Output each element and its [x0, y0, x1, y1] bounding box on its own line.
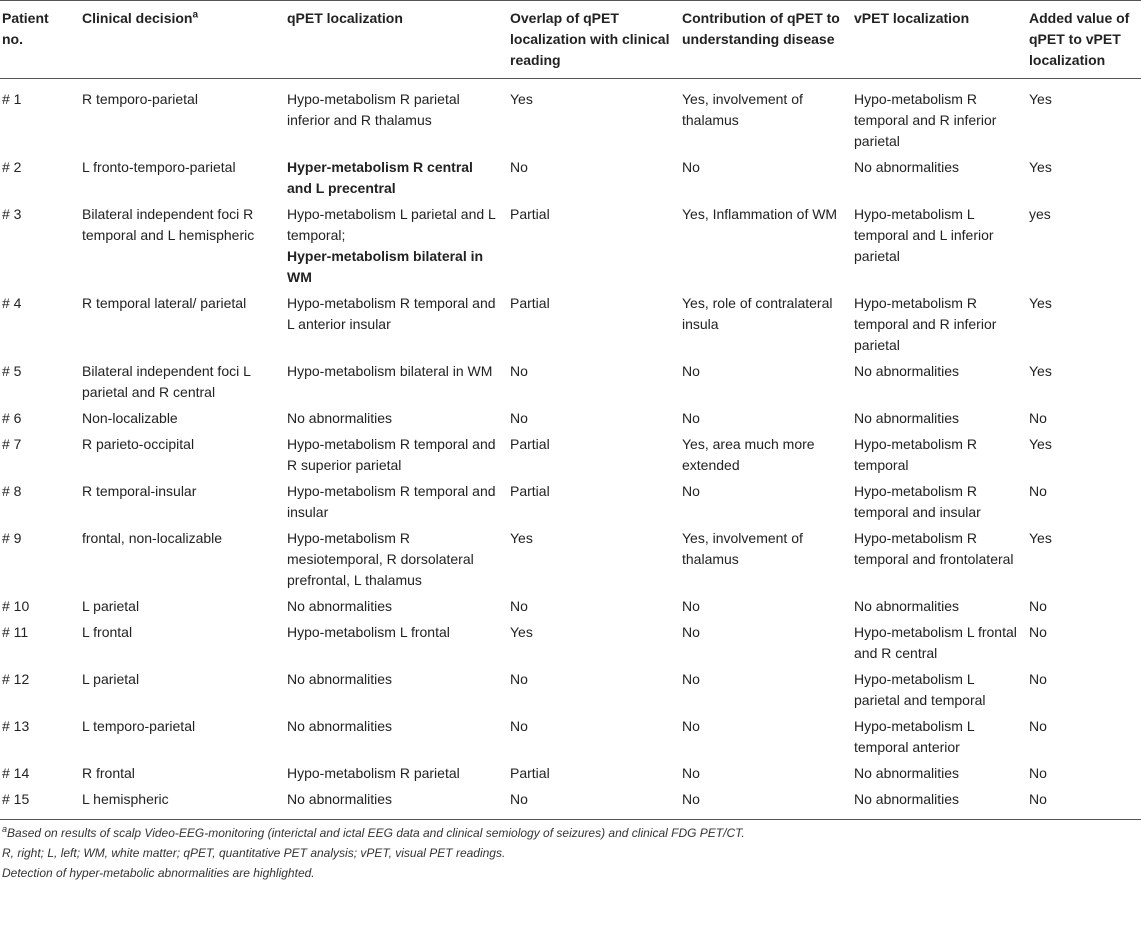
footnote-highlight-note: Detection of hyper-metabolic abnormalities are highlighted.: [2, 866, 315, 880]
cell-vpet-localization: Hypo-metabolism L frontal and R central: [854, 624, 1017, 661]
cell-added-value: No: [1029, 671, 1047, 687]
qpet-hypo-text: Hypo-metabolism bilateral in WM: [287, 363, 493, 379]
cell-added-value: No: [1029, 718, 1047, 734]
footnote-a-text: Based on results of scalp Video-EEG-monitoring (interictal and ictal EEG data and clinical semiology of seizures) and clinical FDG PET/CT.: [7, 826, 745, 840]
cell-vpet-localization: Hypo-metabolism R temporal: [854, 436, 977, 473]
header-clinical-decision-label: Clinical decision: [82, 10, 193, 26]
cell-clinical-decision: frontal, non-localizable: [82, 530, 223, 546]
table-row: [0, 202, 1141, 291]
cell-vpet-localization: Hypo-metabolism R temporal and insular: [854, 483, 981, 520]
cell-contribution: Yes, involvement of thalamus: [682, 91, 803, 128]
header-overlap: Overlap of qPET localization with clinical reading: [506, 1, 678, 79]
table-row: [0, 787, 1141, 820]
cell-qpet-localization: [283, 620, 506, 667]
cell-vpet-localization: Hypo-metabolism R temporal and R inferior parietal: [854, 295, 997, 353]
cell-patient-no: # 1: [2, 91, 22, 107]
cell-qpet-localization: [283, 291, 506, 359]
cell-added-value: Yes: [1029, 91, 1052, 107]
cell-qpet-localization: [283, 761, 506, 787]
cell-contribution: Yes, area much more extended: [682, 436, 815, 473]
cell-vpet-localization: Hypo-metabolism L temporal and L inferior parietal: [854, 206, 994, 264]
footnote-a-marker: a: [2, 824, 8, 834]
cell-overlap: No: [510, 410, 528, 426]
cell-overlap: No: [510, 718, 528, 734]
cell-patient-no: # 10: [2, 598, 30, 614]
cell-qpet-localization: [283, 479, 506, 526]
header-added-value: Added value of qPET to vPET localization: [1025, 1, 1141, 79]
cell-vpet-localization: No abnormalities: [854, 363, 960, 379]
cell-qpet-localization: [283, 202, 506, 291]
header-clinical-decision: [78, 1, 283, 79]
cell-patient-no: # 8: [2, 483, 22, 499]
cell-overlap: No: [510, 598, 528, 614]
table-row: [0, 79, 1141, 156]
cell-added-value: Yes: [1029, 295, 1052, 311]
cell-added-value: yes: [1029, 206, 1051, 222]
cell-contribution: No: [682, 598, 700, 614]
cell-patient-no: # 2: [2, 159, 22, 175]
cell-overlap: Partial: [510, 436, 550, 452]
cell-qpet-localization: [283, 526, 506, 594]
cell-qpet-localization: [283, 667, 506, 714]
cell-contribution: Yes, involvement of thalamus: [682, 530, 803, 567]
qpet-hypo-text: No abnormalities: [287, 410, 393, 426]
cell-patient-no: # 13: [2, 718, 30, 734]
header-patient-no: Patient no.: [0, 1, 78, 79]
cell-patient-no: # 14: [2, 765, 30, 781]
cell-patient-no: # 4: [2, 295, 22, 311]
cell-contribution: No: [682, 765, 700, 781]
cell-vpet-localization: Hypo-metabolism L parietal and temporal: [854, 671, 986, 708]
qpet-hypo-text: No abnormalities: [287, 671, 393, 687]
qpet-hypo-text: Hypo-metabolism R parietal: [287, 765, 460, 781]
cell-qpet-localization: [283, 79, 506, 156]
table-row: [0, 155, 1141, 202]
qpet-hypo-text: Hypo-metabolism L frontal: [287, 624, 450, 640]
cell-qpet-localization: [283, 714, 506, 761]
cell-qpet-localization: [283, 406, 506, 432]
footnote-marker-a: a: [192, 9, 199, 21]
cell-contribution: Yes, role of contralateral insula: [682, 295, 833, 332]
header-vpet-localization: vPET localization: [850, 1, 1025, 79]
table-row: [0, 761, 1141, 787]
cell-added-value: No: [1029, 598, 1047, 614]
cell-contribution: No: [682, 483, 700, 499]
table-row: [0, 432, 1141, 479]
cell-contribution: No: [678, 787, 850, 820]
cell-vpet-localization: No abnormalities: [850, 787, 1025, 820]
cell-overlap: Yes: [510, 624, 533, 640]
table-row: [0, 714, 1141, 761]
header-row: [0, 1, 1141, 79]
cell-overlap: Partial: [510, 765, 550, 781]
cell-overlap: No: [510, 159, 528, 175]
cell-overlap: Partial: [510, 295, 550, 311]
qpet-hypo-text: Hypo-metabolism R temporal and insular: [287, 483, 496, 520]
cell-clinical-decision: R temporal lateral/ parietal: [82, 295, 247, 311]
cell-patient-no: # 12: [2, 671, 30, 687]
cell-overlap: No: [510, 671, 528, 687]
qpet-hypo-text: Hypo-metabolism L parietal and L temporal;: [287, 206, 496, 243]
cell-overlap: No: [510, 363, 528, 379]
cell-contribution: No: [682, 410, 700, 426]
table-footnotes: [0, 820, 1141, 883]
cell-added-value: No: [1029, 410, 1047, 426]
cell-vpet-localization: No abnormalities: [854, 410, 960, 426]
cell-clinical-decision: L temporo-parietal: [82, 718, 196, 734]
cell-vpet-localization: Hypo-metabolism R temporal and frontolateral: [854, 530, 1014, 567]
qpet-hypo-text: No abnormalities: [287, 718, 393, 734]
cell-clinical-decision: R frontal: [82, 765, 135, 781]
cell-added-value: Yes: [1029, 436, 1052, 452]
cell-qpet-localization: [283, 155, 506, 202]
qpet-hypo-text: Hypo-metabolism R temporal and L anterior insular: [287, 295, 496, 332]
header-contribution: Contribution of qPET to understanding disease: [678, 1, 850, 79]
cell-patient-no: # 7: [2, 436, 22, 452]
cell-patient-no: # 11: [2, 624, 29, 640]
cell-overlap: No: [506, 787, 678, 820]
table-header: [0, 1, 1141, 79]
cell-overlap: Partial: [510, 206, 550, 222]
cell-clinical-decision: L hemispheric: [78, 787, 283, 820]
cell-contribution: No: [682, 671, 700, 687]
cell-vpet-localization: Hypo-metabolism R temporal and R inferior parietal: [854, 91, 997, 149]
footnote-abbreviations: R, right; L, left; WM, white matter; qPET, quantitative PET analysis; vPET, visual PET readings.: [2, 846, 506, 860]
qpet-hypo-text: No abnormalities: [287, 598, 393, 614]
cell-clinical-decision: L frontal: [82, 624, 133, 640]
cell-contribution: No: [682, 718, 700, 734]
cell-patient-no: # 9: [2, 530, 22, 546]
cell-added-value: No: [1029, 624, 1047, 640]
cell-qpet-localization: [283, 787, 506, 820]
cell-contribution: Yes, Inflammation of WM: [682, 206, 838, 222]
cell-contribution: No: [682, 363, 700, 379]
table-body: [0, 79, 1141, 820]
cell-qpet-localization: [283, 594, 506, 620]
cell-vpet-localization: No abnormalities: [854, 598, 960, 614]
table-row: [0, 291, 1141, 359]
cell-clinical-decision: L parietal: [82, 671, 140, 687]
cell-clinical-decision: R parieto-occipital: [82, 436, 195, 452]
cell-clinical-decision: R temporo-parietal: [82, 91, 198, 107]
qpet-hyper-highlight: Hyper-metabolism R central and L precentral: [287, 159, 473, 196]
cell-added-value: Yes: [1029, 159, 1052, 175]
cell-added-value: Yes: [1029, 363, 1052, 379]
qpet-hypo-text: Hypo-metabolism R temporal and R superior parietal: [287, 436, 496, 473]
cell-added-value: No: [1029, 483, 1047, 499]
cell-added-value: No: [1029, 765, 1047, 781]
cell-added-value: Yes: [1029, 530, 1052, 546]
cell-qpet-localization: [283, 359, 506, 406]
table-row: [0, 526, 1141, 594]
table-row: [0, 594, 1141, 620]
cell-patient-no: # 5: [2, 363, 22, 379]
cell-patient-no: # 15: [0, 787, 78, 820]
cell-vpet-localization: No abnormalities: [854, 765, 960, 781]
table-row: [0, 479, 1141, 526]
cell-patient-no: # 6: [2, 410, 22, 426]
cell-vpet-localization: Hypo-metabolism L temporal anterior: [854, 718, 975, 755]
cell-clinical-decision: Non-localizable: [82, 410, 178, 426]
table-row: [0, 359, 1141, 406]
cell-patient-no: # 3: [2, 206, 22, 222]
cell-contribution: No: [682, 159, 700, 175]
cell-overlap: Partial: [510, 483, 550, 499]
qpet-hypo-text: Hypo-metabolism R mesiotemporal, R dorsolateral prefrontal, L thalamus: [287, 530, 474, 588]
cell-vpet-localization: No abnormalities: [854, 159, 960, 175]
cell-clinical-decision: Bilateral independent foci L parietal and R central: [82, 363, 251, 400]
qpet-hyper-highlight: Hyper-metabolism bilateral in WM: [287, 248, 484, 285]
cell-clinical-decision: Bilateral independent foci R temporal and L hemispheric: [82, 206, 255, 243]
cell-added-value: No: [1025, 787, 1141, 820]
cell-clinical-decision: L parietal: [82, 598, 140, 614]
qpet-hypo-text: No abnormalities: [287, 791, 393, 807]
header-qpet-localization: qPET localization: [283, 1, 506, 79]
table-row: [0, 406, 1141, 432]
table-row: [0, 667, 1141, 714]
qpet-hypo-text: Hypo-metabolism R parietal inferior and R thalamus: [287, 91, 460, 128]
cell-contribution: No: [682, 624, 700, 640]
footnote-a: [2, 823, 1141, 843]
table-row: [0, 620, 1141, 667]
cell-clinical-decision: L fronto-temporo-parietal: [82, 159, 236, 175]
cell-qpet-localization: [283, 432, 506, 479]
cell-overlap: Yes: [510, 91, 533, 107]
cell-overlap: Yes: [510, 530, 533, 546]
cell-clinical-decision: R temporal-insular: [82, 483, 197, 499]
